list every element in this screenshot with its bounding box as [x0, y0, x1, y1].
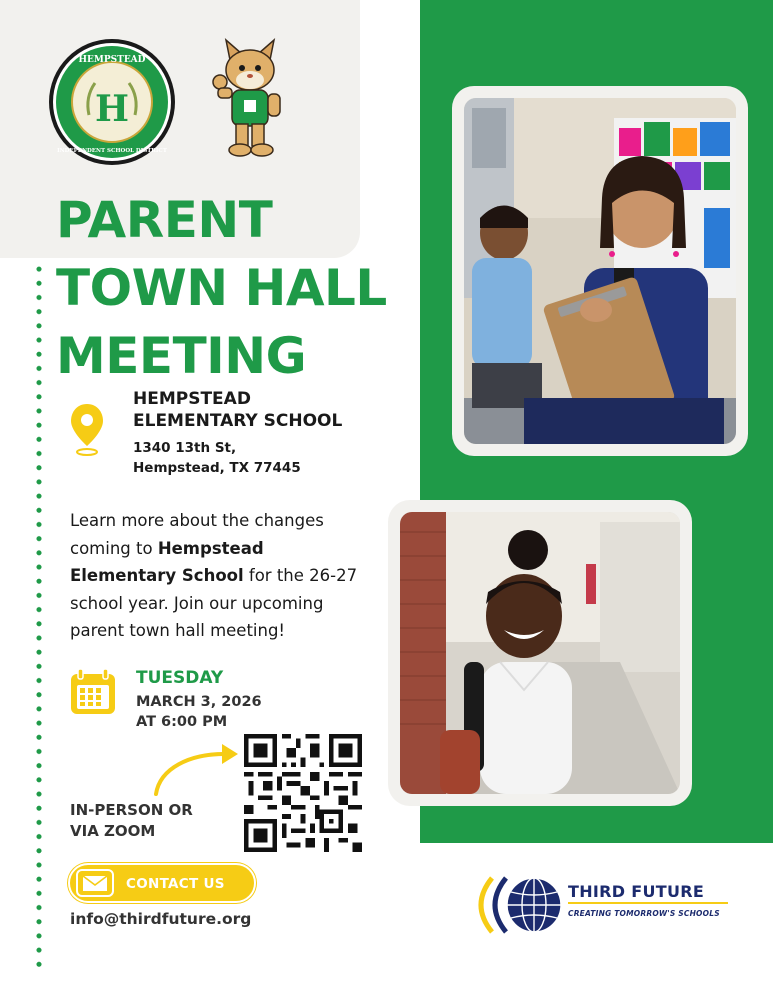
contact-us-button[interactable]: [68, 863, 256, 903]
school-name: [133, 388, 342, 432]
classroom-photo-image: [464, 98, 736, 444]
title-line-3: MEETING: [56, 327, 307, 385]
title-line-2: TOWN HALL: [56, 259, 387, 317]
photo-student-clipboard: [452, 86, 748, 456]
description-text-2: for the 26-27 school year. Join our upcoming parent town hall meeting!: [70, 566, 358, 640]
partner-name: THIRD FUTURE: [568, 882, 705, 901]
seal-ring-text-top: HEMPSTEAD: [78, 55, 146, 65]
contact-email-link[interactable]: info@thirdfuture.org: [70, 910, 252, 928]
event-date: MARCH 3, 2026: [136, 694, 262, 710]
district-seal-logo: [47, 37, 177, 167]
bobcat-mascot-icon: [206, 38, 294, 162]
attendance-options: [70, 800, 193, 842]
seal-monogram: H: [94, 88, 130, 130]
event-day: TUESDAY: [136, 668, 224, 688]
address-line-1: 1340 13th St,: [133, 440, 237, 456]
hallway-photo-image: [400, 512, 680, 794]
calendar-icon: [68, 668, 118, 716]
partner-tagline: CREATING TOMORROW'S SCHOOLS: [568, 909, 720, 918]
third-future-globe-logo: [466, 872, 566, 938]
partner-divider: [568, 902, 728, 904]
photo-student-hallway: [388, 500, 692, 806]
third-future-wordmark: [568, 882, 728, 918]
school-name-line-2: ELEMENTARY SCHOOL: [133, 411, 343, 431]
description-school-name: Hempstead Elementary School: [70, 538, 264, 585]
envelope-icon: [78, 871, 112, 895]
contact-us-label: CONTACT US: [126, 876, 225, 892]
title-line-1: PARENT: [56, 191, 273, 249]
location-pin-icon: [68, 402, 106, 458]
event-time: AT 6:00 PM: [136, 714, 228, 730]
zoom-qr-code[interactable]: [244, 734, 362, 852]
event-description: [70, 507, 370, 645]
event-date-time: [136, 692, 262, 732]
page-title: [56, 186, 387, 390]
envelope-icon-frame: [76, 869, 114, 897]
attendance-line-1: IN-PERSON OR: [70, 801, 193, 819]
dotted-divider: [36, 262, 42, 974]
attendance-line-2: VIA ZOOM: [70, 822, 156, 840]
school-name-line-1: HEMPSTEAD: [133, 389, 251, 409]
school-address: [133, 438, 301, 478]
description-text-1: Learn more about the changes coming to: [70, 511, 324, 558]
arrow-to-qr-icon: [150, 738, 242, 798]
seal-ring-text-bottom: INDEPENDENT SCHOOL DISTRICT: [57, 148, 167, 154]
address-line-2: Hempstead, TX 77445: [133, 460, 301, 476]
